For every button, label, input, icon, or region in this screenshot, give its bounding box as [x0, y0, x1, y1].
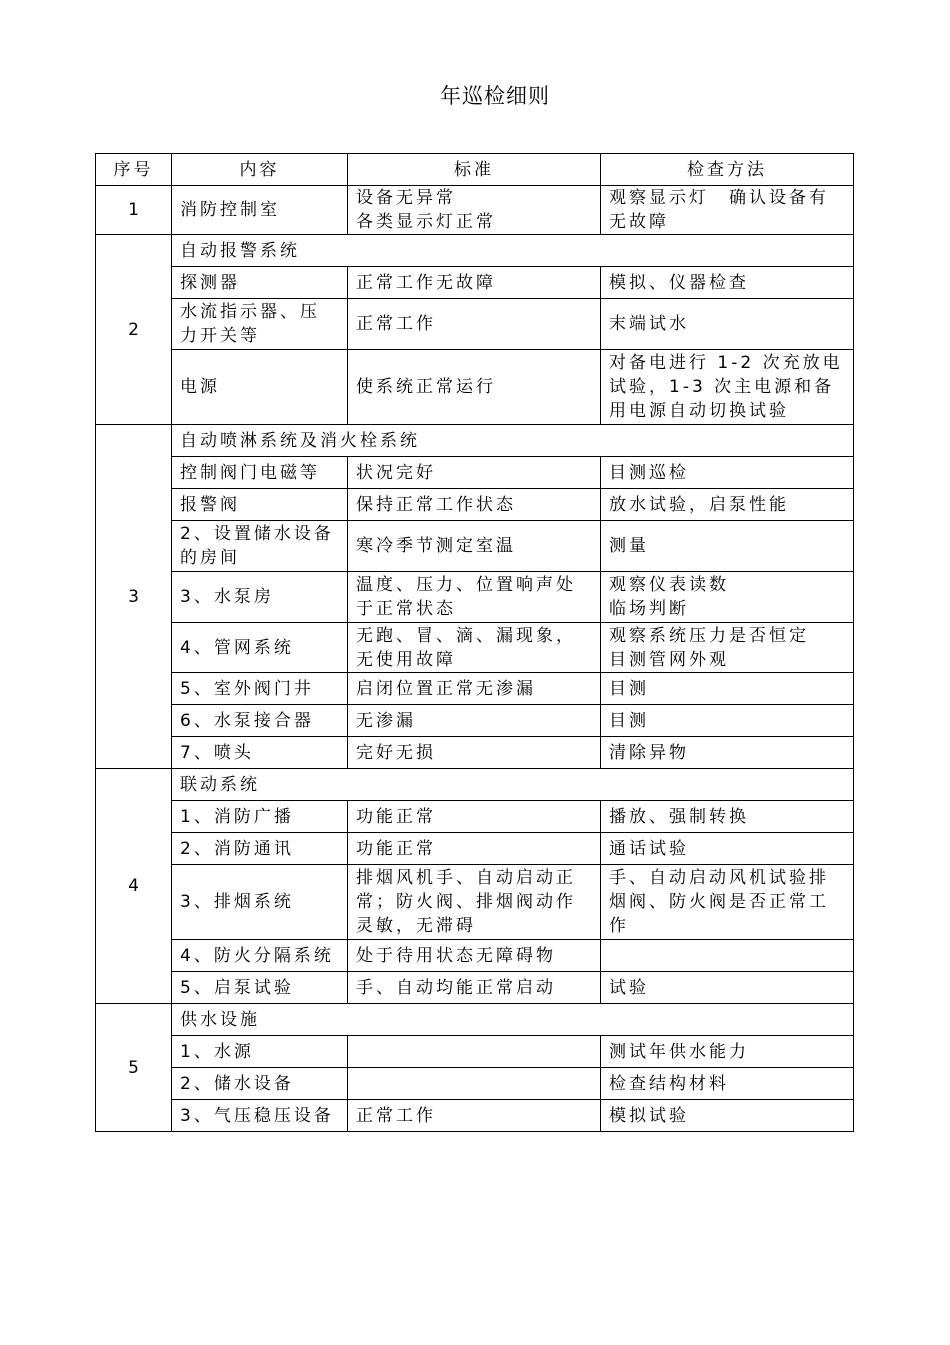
standard-cell: 功能正常 [348, 833, 601, 865]
method-cell: 末端试水 [601, 299, 854, 350]
standard-cell [348, 1068, 601, 1100]
method-cell: 清除异物 [601, 737, 854, 769]
item-number: 3 [96, 425, 172, 769]
table-row [96, 865, 854, 940]
standard-cell: 正常工作无故障 [348, 267, 601, 299]
content-cell: 电源 [172, 350, 348, 425]
section-heading: 自动报警系统 [172, 235, 854, 267]
item-number: 4 [96, 769, 172, 1004]
table-row [96, 267, 854, 299]
content-cell: 控制阀门电磁等 [172, 457, 348, 489]
method-cell: 模拟试验 [601, 1100, 854, 1132]
standard-cell: 无渗漏 [348, 705, 601, 737]
standard-cell: 处于待用状态无障碍物 [348, 940, 601, 972]
section-heading-row [96, 425, 854, 457]
standard-cell: 正常工作 [348, 299, 601, 350]
standard-cell [348, 1036, 601, 1068]
table-header-cell: 内容 [172, 154, 348, 186]
table-row [96, 833, 854, 865]
method-cell: 手、自动启动风机试验排烟阀、防火阀是否正常工作 [601, 865, 854, 940]
method-cell: 观察系统压力是否恒定 目测管网外观 [601, 623, 854, 673]
method-cell: 测量 [601, 521, 854, 572]
content-cell: 4、防火分隔系统 [172, 940, 348, 972]
content-cell: 探测器 [172, 267, 348, 299]
content-cell: 水流指示器、压力开关等 [172, 299, 348, 350]
content-cell: 3、水泵房 [172, 572, 348, 623]
content-cell: 2、储水设备 [172, 1068, 348, 1100]
method-cell: 试验 [601, 972, 854, 1004]
standard-cell: 使系统正常运行 [348, 350, 601, 425]
table-row [96, 521, 854, 572]
inspection-table [95, 153, 854, 1132]
table-header-row [96, 154, 854, 186]
section-heading: 自动喷淋系统及消火栓系统 [172, 425, 854, 457]
table-row [96, 673, 854, 705]
item-number: 2 [96, 235, 172, 425]
table-row [96, 350, 854, 425]
content-cell: 7、喷头 [172, 737, 348, 769]
standard-cell: 温度、压力、位置响声处于正常状态 [348, 572, 601, 623]
method-cell: 目测 [601, 673, 854, 705]
standard-cell: 设备无异常 各类显示灯正常 [348, 186, 601, 235]
table-row [96, 457, 854, 489]
table-row [96, 489, 854, 521]
method-cell: 播放、强制转换 [601, 801, 854, 833]
method-cell: 目测巡检 [601, 457, 854, 489]
item-number: 5 [96, 1004, 172, 1132]
method-cell: 对备电进行 1-2 次充放电试验，1-3 次主电源和备用电源自动切换试验 [601, 350, 854, 425]
table-header-cell: 标准 [348, 154, 601, 186]
method-cell [601, 940, 854, 972]
content-cell: 5、启泵试验 [172, 972, 348, 1004]
standard-cell: 排烟风机手、自动启动正常；防火阀、排烟阀动作灵敏，无滞碍 [348, 865, 601, 940]
table-row [96, 1100, 854, 1132]
standard-cell: 功能正常 [348, 801, 601, 833]
standard-cell: 无跑、冒、滴、漏现象，无使用故障 [348, 623, 601, 673]
section-heading-row [96, 235, 854, 267]
method-cell: 通话试验 [601, 833, 854, 865]
method-cell: 观察仪表读数 临场判断 [601, 572, 854, 623]
table-row [96, 705, 854, 737]
method-cell: 测试年供水能力 [601, 1036, 854, 1068]
standard-cell: 状况完好 [348, 457, 601, 489]
content-cell: 1、水源 [172, 1036, 348, 1068]
section-heading-row [96, 1004, 854, 1036]
content-cell: 6、水泵接合器 [172, 705, 348, 737]
section-heading-row [96, 769, 854, 801]
method-cell: 目测 [601, 705, 854, 737]
table-row [96, 940, 854, 972]
content-cell: 2、设置储水设备的房间 [172, 521, 348, 572]
standard-cell: 正常工作 [348, 1100, 601, 1132]
content-cell: 2、消防通讯 [172, 833, 348, 865]
content-cell: 3、气压稳压设备 [172, 1100, 348, 1132]
document-title: 年巡检细则 [440, 84, 550, 108]
standard-cell: 手、自动均能正常启动 [348, 972, 601, 1004]
table-row [96, 623, 854, 673]
table-row [96, 801, 854, 833]
section-heading: 联动系统 [172, 769, 854, 801]
content-cell: 5、室外阀门井 [172, 673, 348, 705]
method-cell: 模拟、仪器检查 [601, 267, 854, 299]
table-row [96, 972, 854, 1004]
section-heading: 供水设施 [172, 1004, 854, 1036]
method-cell: 放水试验，启泵性能 [601, 489, 854, 521]
table-row [96, 1068, 854, 1100]
table-row [96, 737, 854, 769]
content-cell: 4、管网系统 [172, 623, 348, 673]
table-row [96, 572, 854, 623]
table-row [96, 1036, 854, 1068]
content-cell: 报警阀 [172, 489, 348, 521]
content-cell: 消防控制室 [172, 186, 348, 235]
standard-cell: 寒冷季节测定室温 [348, 521, 601, 572]
table-row [96, 186, 854, 235]
standard-cell: 保持正常工作状态 [348, 489, 601, 521]
standard-cell: 启闭位置正常无渗漏 [348, 673, 601, 705]
method-cell: 观察显示灯 确认设备有无故障 [601, 186, 854, 235]
table-header-cell: 序号 [96, 154, 172, 186]
table-row [96, 299, 854, 350]
content-cell: 3、排烟系统 [172, 865, 348, 940]
item-number: 1 [96, 186, 172, 235]
method-cell: 检查结构材料 [601, 1068, 854, 1100]
content-cell: 1、消防广播 [172, 801, 348, 833]
table-header-cell: 检查方法 [601, 154, 854, 186]
standard-cell: 完好无损 [348, 737, 601, 769]
